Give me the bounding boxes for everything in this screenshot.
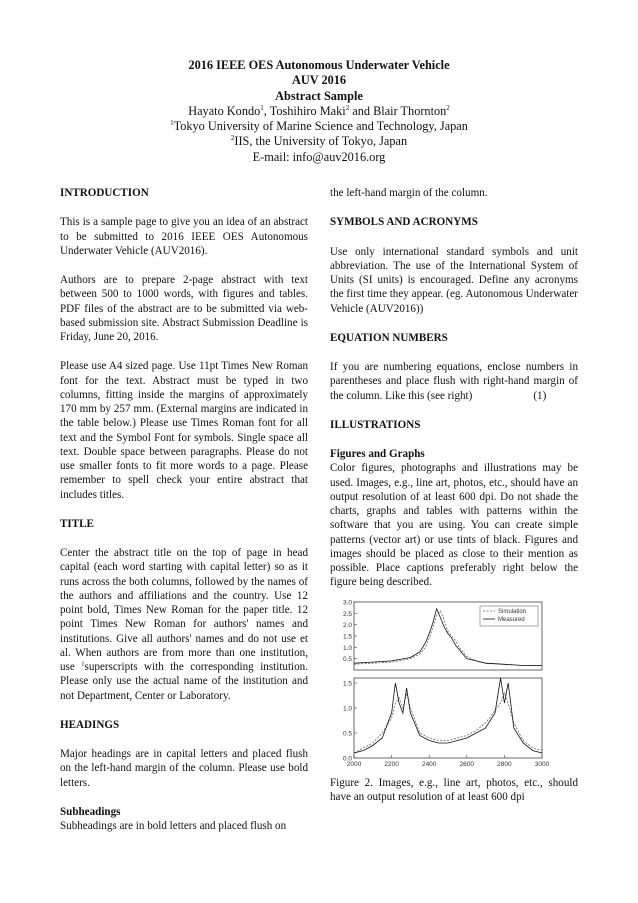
author-name: , Toshihiro Maki bbox=[263, 103, 346, 118]
y-tick-label: 3.0 bbox=[342, 599, 352, 606]
section-heading: ILLUSTRATIONS bbox=[330, 418, 421, 431]
equation-number: (1) bbox=[533, 389, 547, 402]
x-tick-label: 2000 bbox=[346, 760, 362, 768]
legend-entry: Simulation bbox=[498, 608, 527, 615]
x-tick-label: 2600 bbox=[459, 760, 475, 768]
y-tick-label: 1.5 bbox=[342, 680, 352, 687]
paragraph: Authors are to prepare 2-page abstract with text between 500 to 1000 words, with figures and tables. PDF files of the abstract are to be submitted via web-based submission site. Abstract Submission Deadline is Friday, June 20, 2016. bbox=[60, 274, 308, 343]
x-tick-label: 2800 bbox=[497, 760, 512, 768]
legend-entry: Measured bbox=[498, 616, 525, 623]
affiliation-mark: 1 bbox=[170, 119, 174, 128]
paragraph: This is a sample page to give you an idea of an abstract to be submitted to 2016 IEEE OES Autonomous Underwater Vehicle (AUV2016). bbox=[60, 216, 308, 257]
section-heading: TITLE bbox=[60, 517, 94, 530]
figure-caption: Figure 2. Images, e.g., line art, photos, etc., should have an output resolution of at least 600 dpi bbox=[330, 776, 578, 803]
section-heading: SYMBOLS AND ACRONYMS bbox=[330, 216, 478, 229]
x-tick-label: 2400 bbox=[421, 760, 437, 768]
conference-short-name: AUV 2016 bbox=[291, 73, 347, 88]
authors-line bbox=[0, 104, 638, 119]
author-affiliation-mark: 2 bbox=[345, 103, 350, 112]
paragraph: Subheadings are in bold letters and placed flush on bbox=[60, 820, 287, 832]
affiliation-1: $^1$Tokyo University of Marine Science and Technology, Japan bbox=[170, 119, 468, 134]
plot-frame bbox=[354, 678, 542, 758]
paragraph: Center the abstract title on the top of page in head capital (each word starting with capital letter) so as it runs across the both columns, followed by the names of the authors and affiliations and the country. Use 12 point bold, Times New Roman for the paper title. 12 point Times New Roman for authors' names and institutions. Give all authors' names and do not use et al. When authors are from more than one institution, use $^1$superscripts with the corresponding institution. Please only use the actual name of the institution and not Department, Center or Laboratory. bbox=[60, 547, 308, 702]
author-affiliation-mark: 1 bbox=[260, 103, 264, 112]
y-tick-label: 1.0 bbox=[342, 705, 352, 712]
paper-header bbox=[0, 58, 638, 165]
y-tick-label: 0.5 bbox=[342, 655, 352, 663]
series-line-simulation bbox=[354, 693, 542, 753]
chart-panel-2 bbox=[343, 678, 550, 768]
contact-email: E-mail: info@auv2016.org bbox=[252, 149, 386, 164]
paragraph: If you are numbering equations, enclose numbers in parentheses and place flush with right-hand margin of the column. Like this (see right) (1) bbox=[330, 361, 578, 402]
conference-title: 2016 IEEE OES Autonomous Underwater Vehicle bbox=[188, 58, 450, 72]
superscript-example: 1 bbox=[81, 660, 85, 668]
figure-2-chart bbox=[330, 594, 578, 776]
paragraph: Please use A4 sized page. Use 11pt Times New Roman font for the text. Abstract must be typed in two columns, fitting inside the margins of approximately 170 mm by 257 mm. (External margins are indicated in the table below.) Please use Times Roman font for all text and the Symbol Font for symbols. Single space all text. Double space between paragraphs. Please do not use smaller fonts to fit more words to a page. Please remember to spell check your entire abstract that includes titles. bbox=[60, 360, 308, 501]
x-tick-label: 3000 bbox=[534, 760, 550, 768]
subsection-heading: Subheadings bbox=[60, 805, 121, 818]
paragraph: Color figures, photographs and illustrations may be used. Images, e.g., line art, photos, etc., should have an output resolution of at least 600 dpi. Do not shade the charts, graphs and tables with patterns within the software that you are using. You can create simple patterns (vector art) or use tints of black. Figures and images should be placed as close to their mention as possible. Place captions preferably right below the figure being described. bbox=[330, 462, 578, 589]
author-affiliation-mark: 2 bbox=[446, 103, 450, 112]
x-tick-label: 2200 bbox=[384, 760, 399, 768]
chart-panel-1 bbox=[343, 599, 542, 670]
y-tick-label: 1.0 bbox=[342, 644, 352, 652]
y-tick-label: 2.5 bbox=[342, 610, 352, 618]
right-column bbox=[330, 186, 578, 819]
series-line-measured bbox=[354, 678, 542, 753]
y-tick-label: 1.5 bbox=[342, 633, 352, 640]
section-heading: HEADINGS bbox=[60, 718, 120, 731]
y-tick-label: 0.5 bbox=[342, 730, 352, 737]
affiliation-mark: 2 bbox=[230, 134, 235, 143]
paragraph: the left-hand margin of the column. bbox=[330, 187, 488, 199]
author-name: Hayato Kondo bbox=[188, 103, 261, 118]
y-tick-label: 0.0 bbox=[342, 755, 352, 762]
paragraph: Major headings are in capital letters and placed flush on the left-hand margin of the column. Please use bold letters. bbox=[60, 748, 308, 789]
section-heading: INTRODUCTION bbox=[60, 187, 149, 199]
author-name: and Blair Thornton bbox=[349, 103, 447, 118]
left-column bbox=[60, 186, 308, 848]
section-heading: EQUATION NUMBERS bbox=[330, 331, 448, 344]
affiliation-2: $^2$IIS, the University of Tokyo, Japan bbox=[230, 134, 408, 149]
y-tick-label: 2.0 bbox=[342, 621, 352, 629]
document-type: Abstract Sample bbox=[275, 88, 363, 103]
paragraph: Use only international standard symbols and unit abbreviation. The use of the International System of Units (SI units) is encouraged. Define any acronyms the first time they appear. (eg. Autonomous Underwater Vehicle (AUV2016)) bbox=[330, 245, 578, 315]
subsection-heading: Figures and Graphs bbox=[330, 448, 425, 460]
